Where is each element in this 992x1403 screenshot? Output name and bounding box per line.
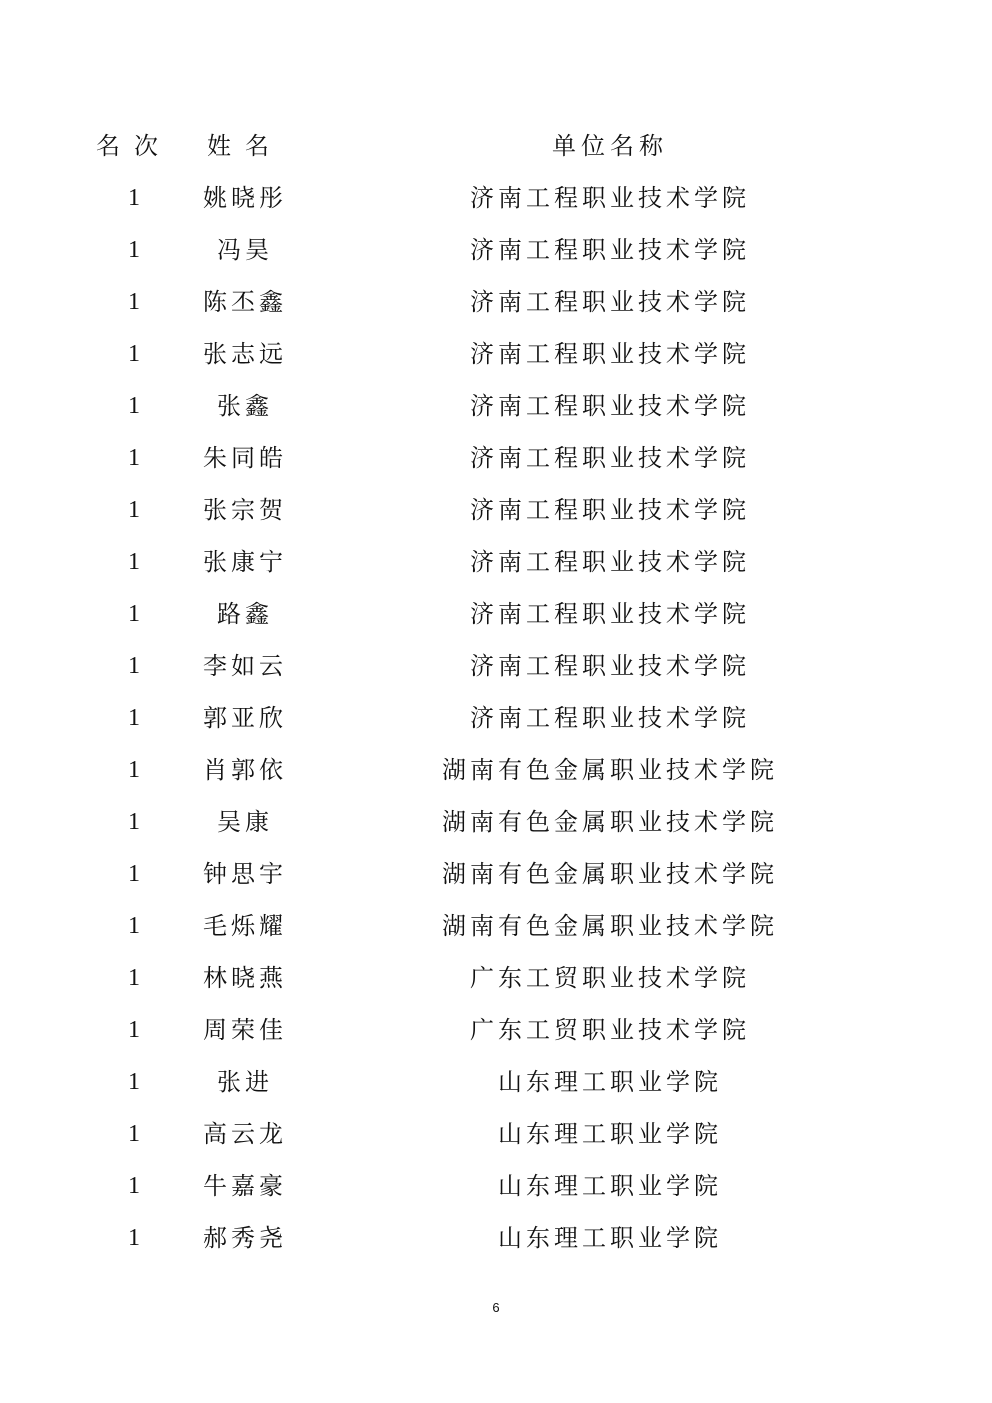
rank-cell: 1 [128, 913, 140, 939]
header-rank: 名次 [96, 132, 172, 160]
table-row [0, 692, 992, 744]
unit-cell: 山东理工职业学院 [498, 1172, 722, 1200]
table-row [0, 276, 992, 328]
name-cell: 朱同皓 [203, 444, 287, 472]
name-cell: 路鑫 [217, 600, 273, 628]
table-row [0, 1004, 992, 1056]
header-unit: 单位名称 [552, 132, 668, 160]
award-table [0, 120, 992, 1264]
name-cell: 郝秀尧 [203, 1224, 287, 1252]
table-row [0, 536, 992, 588]
unit-cell: 济南工程职业技术学院 [470, 184, 750, 212]
name-cell: 冯昊 [217, 236, 273, 264]
unit-cell: 济南工程职业技术学院 [470, 236, 750, 264]
table-row [0, 432, 992, 484]
unit-cell: 广东工贸职业技术学院 [470, 964, 750, 992]
table-row [0, 224, 992, 276]
name-cell: 林晓燕 [203, 964, 287, 992]
name-cell: 牛嘉豪 [203, 1172, 287, 1200]
header-name: 姓名 [207, 132, 283, 160]
rank-cell: 1 [128, 1225, 140, 1251]
rank-cell: 1 [128, 1121, 140, 1147]
rank-cell: 1 [128, 445, 140, 471]
unit-cell: 济南工程职业技术学院 [470, 496, 750, 524]
name-cell: 钟思宇 [203, 860, 287, 888]
name-cell: 张宗贺 [203, 496, 287, 524]
table-row [0, 952, 992, 1004]
rank-cell: 1 [128, 1173, 140, 1199]
rank-cell: 1 [128, 237, 140, 263]
rank-cell: 1 [128, 289, 140, 315]
table-row [0, 796, 992, 848]
table-row [0, 484, 992, 536]
table-row [0, 848, 992, 900]
name-cell: 陈丕鑫 [203, 288, 287, 316]
name-cell: 吴康 [217, 808, 273, 836]
unit-cell: 济南工程职业技术学院 [470, 548, 750, 576]
table-row [0, 1212, 992, 1264]
unit-cell: 济南工程职业技术学院 [470, 704, 750, 732]
table-row [0, 640, 992, 692]
rank-cell: 1 [128, 705, 140, 731]
rank-cell: 1 [128, 393, 140, 419]
rank-cell: 1 [128, 549, 140, 575]
unit-cell: 湖南有色金属职业技术学院 [442, 912, 778, 940]
page-number: 6 [492, 1300, 500, 1315]
name-cell: 高云龙 [203, 1120, 287, 1148]
name-cell: 张志远 [203, 340, 287, 368]
unit-cell: 山东理工职业学院 [498, 1224, 722, 1252]
table-row [0, 380, 992, 432]
name-cell: 张进 [217, 1068, 273, 1096]
name-cell: 肖郭依 [203, 756, 287, 784]
rank-cell: 1 [128, 861, 140, 887]
table-row [0, 172, 992, 224]
rank-cell: 1 [128, 1069, 140, 1095]
name-cell: 毛烁耀 [203, 912, 287, 940]
table-row [0, 1160, 992, 1212]
rank-cell: 1 [128, 341, 140, 367]
table-row [0, 744, 992, 796]
unit-cell: 济南工程职业技术学院 [470, 392, 750, 420]
unit-cell: 山东理工职业学院 [498, 1120, 722, 1148]
name-cell: 郭亚欣 [203, 704, 287, 732]
rank-cell: 1 [128, 601, 140, 627]
unit-cell: 山东理工职业学院 [498, 1068, 722, 1096]
name-cell: 张鑫 [217, 392, 273, 420]
unit-cell: 广东工贸职业技术学院 [470, 1016, 750, 1044]
rank-cell: 1 [128, 809, 140, 835]
table-row [0, 1056, 992, 1108]
unit-cell: 济南工程职业技术学院 [470, 340, 750, 368]
table-row [0, 328, 992, 380]
name-cell: 姚晓彤 [203, 184, 287, 212]
table-row [0, 900, 992, 952]
rank-cell: 1 [128, 965, 140, 991]
unit-cell: 济南工程职业技术学院 [470, 288, 750, 316]
rank-cell: 1 [128, 1017, 140, 1043]
table-row [0, 1108, 992, 1160]
unit-cell: 济南工程职业技术学院 [470, 652, 750, 680]
name-cell: 李如云 [203, 652, 287, 680]
unit-cell: 湖南有色金属职业技术学院 [442, 860, 778, 888]
table-header [0, 120, 992, 172]
table-body [0, 172, 992, 1264]
table-row [0, 588, 992, 640]
unit-cell: 湖南有色金属职业技术学院 [442, 808, 778, 836]
rank-cell: 1 [128, 757, 140, 783]
unit-cell: 湖南有色金属职业技术学院 [442, 756, 778, 784]
name-cell: 周荣佳 [203, 1016, 287, 1044]
unit-cell: 济南工程职业技术学院 [470, 600, 750, 628]
rank-cell: 1 [128, 653, 140, 679]
rank-cell: 1 [128, 185, 140, 211]
rank-cell: 1 [128, 497, 140, 523]
name-cell: 张康宁 [203, 548, 287, 576]
unit-cell: 济南工程职业技术学院 [470, 444, 750, 472]
